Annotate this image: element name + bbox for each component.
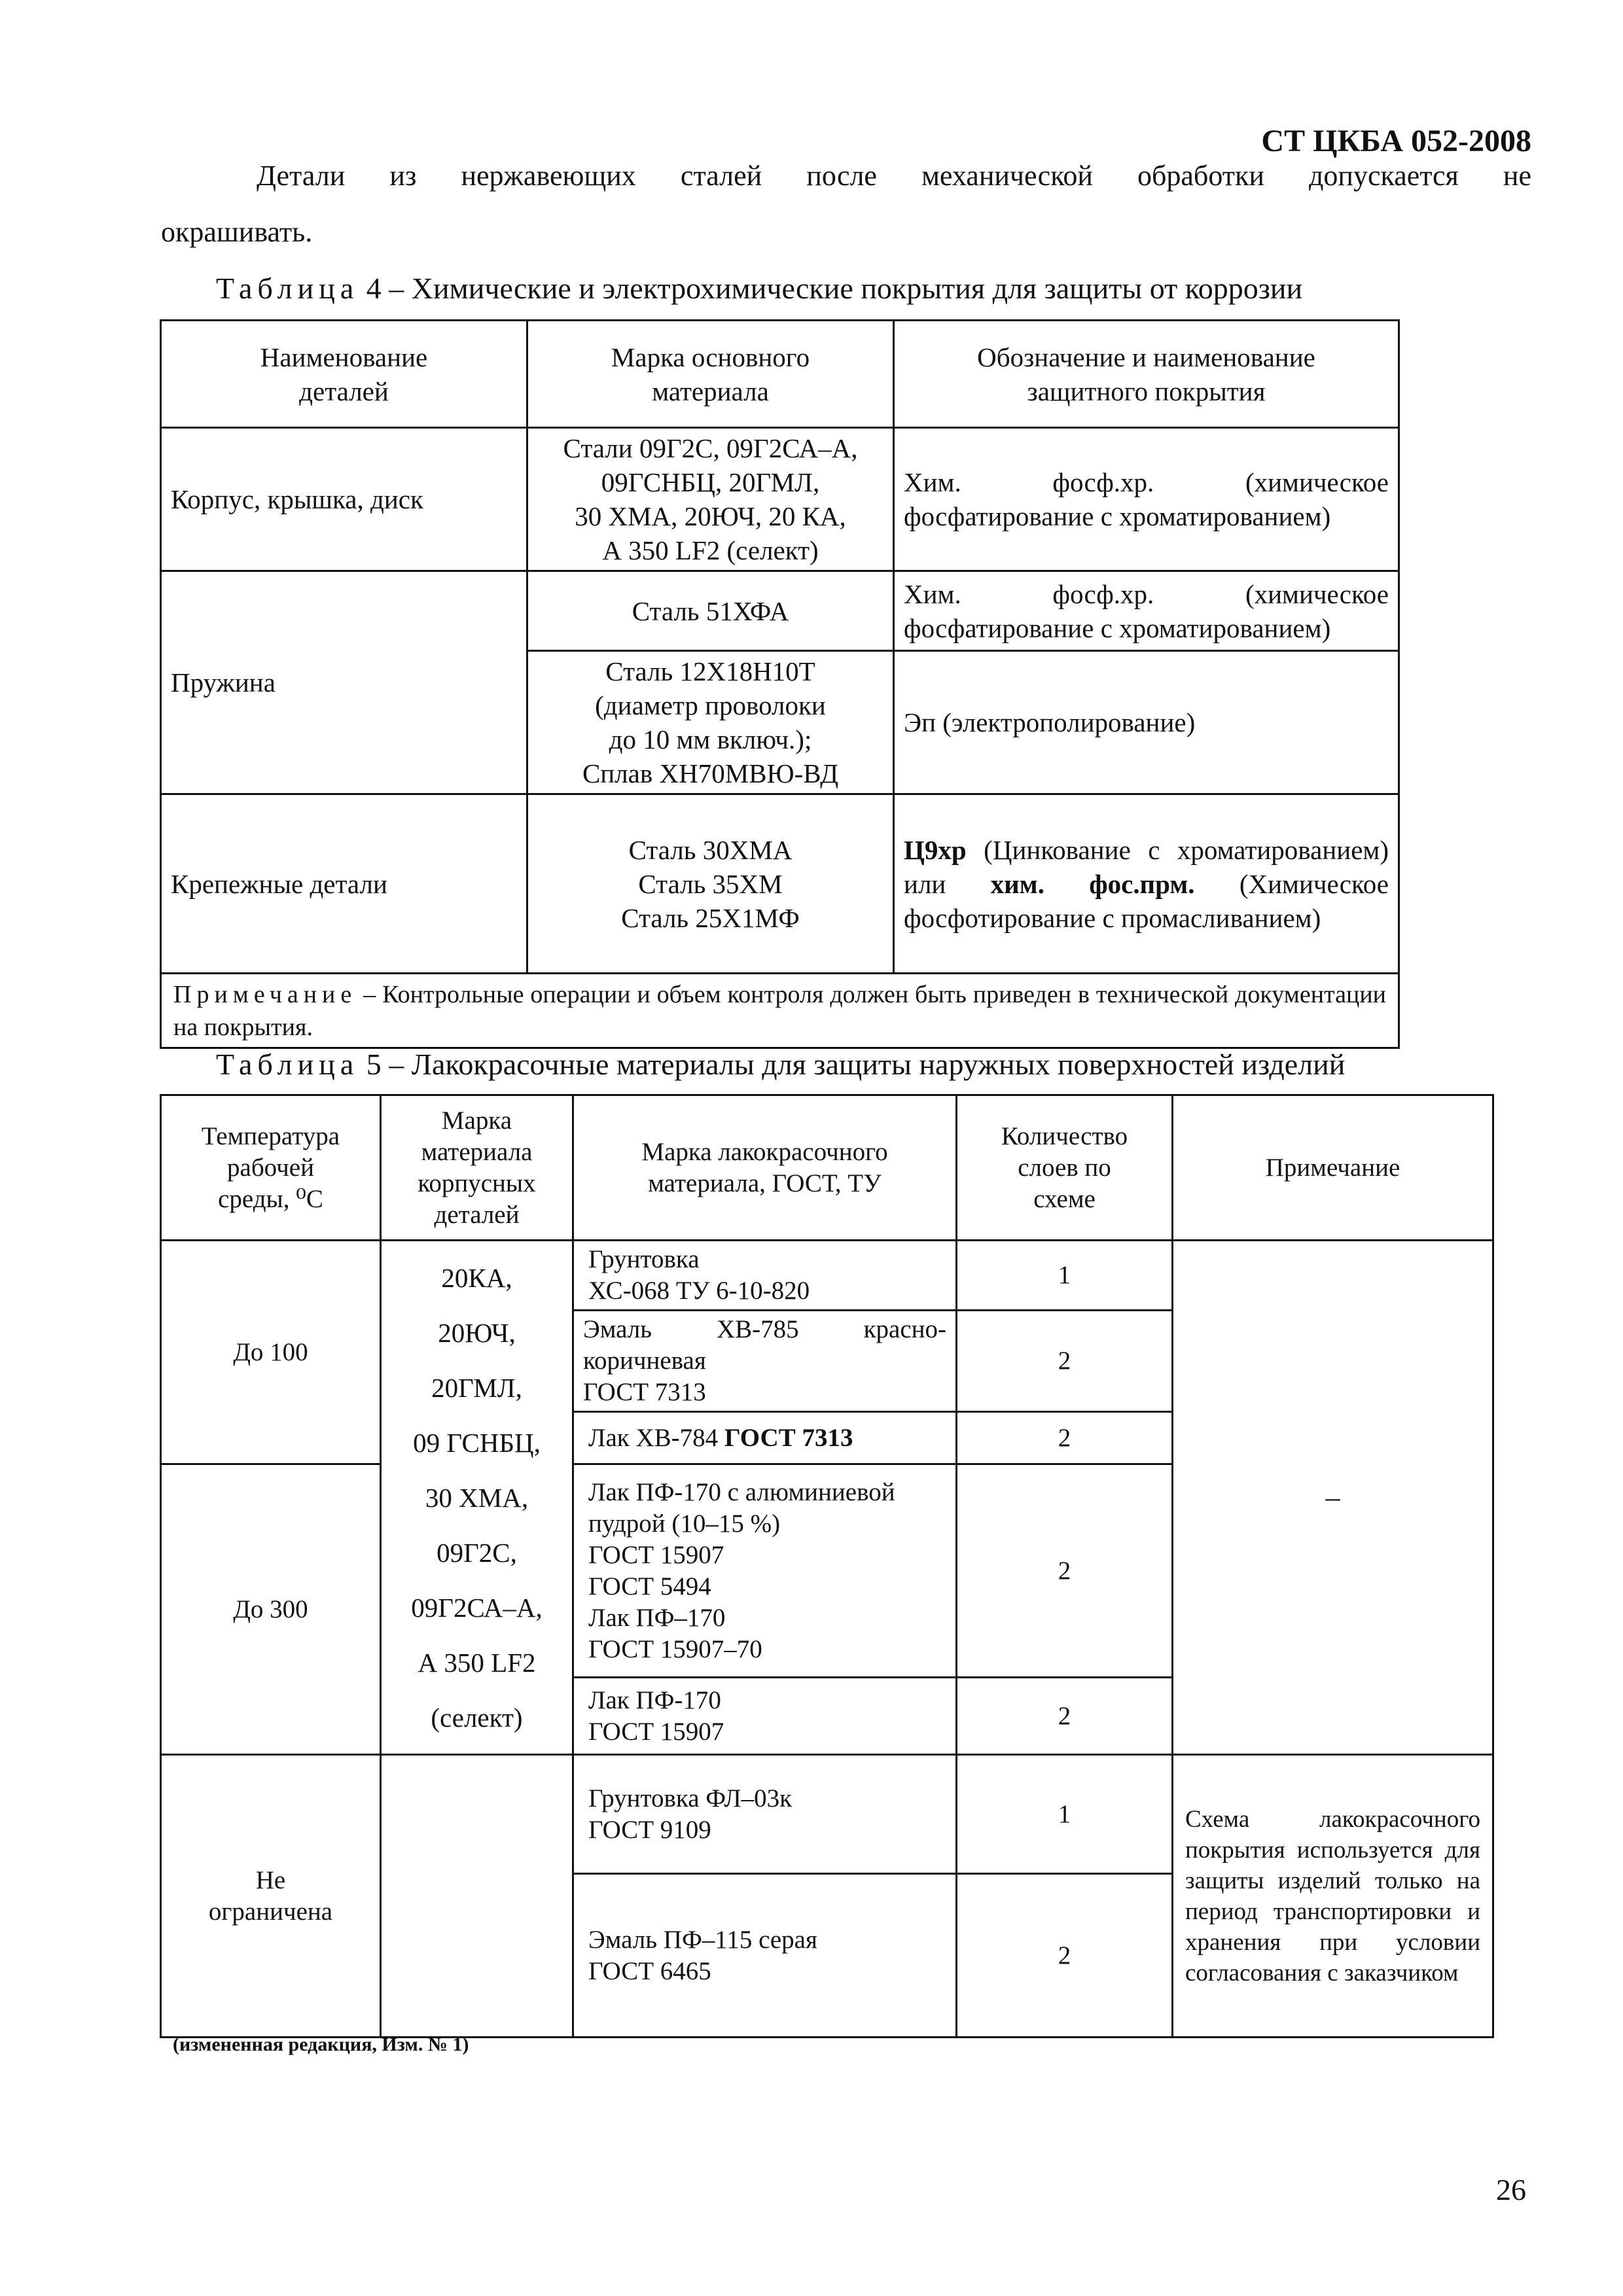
table5-temperature-cell: До 100 bbox=[161, 1241, 381, 1464]
coating-text-1: (Цинкование с хроматированием) или bbox=[904, 834, 1389, 899]
table4-material-cell: Стали 09Г2С, 09Г2СА–А, 09ГСНБЦ, 20ГМЛ, 30 ХМА, 20ЮЧ, 20 КА, А 350 LF2 (селект) bbox=[527, 428, 894, 571]
table4-note-row bbox=[161, 974, 1399, 1048]
table5-paint-cell: Лак ПФ-170 с алюминиевой пудрой (10–15 %) ГОСТ 15907 ГОСТ 5494 Лак ПФ–170 ГОСТ 15907–70 bbox=[573, 1464, 957, 1678]
table5-paint-cell: Грунтовка ФЛ–03к ГОСТ 9109 bbox=[573, 1755, 957, 1874]
table4-coating-cell: Хим. фосф.хр. (химическое фосфатирование с хроматированием) bbox=[894, 571, 1399, 651]
table4-caption bbox=[216, 271, 1302, 306]
table5-caption-text: 5 – Лакокрасочные материалы для защиты наружных поверхностей изделий bbox=[366, 1048, 1346, 1081]
coating-text-2: (Химическое фосфотирование с промасливанием) bbox=[904, 868, 1389, 933]
table5-paint-cell bbox=[573, 1412, 957, 1464]
table5-paint-cell: Грунтовка ХС-068 ТУ 6-10-820 bbox=[573, 1241, 957, 1311]
table5-caption bbox=[216, 1047, 1345, 1082]
table5-remark-dash-cell: – bbox=[1173, 1241, 1493, 1755]
table5-temperature-cell: До 300 bbox=[161, 1464, 381, 1755]
table4-header-coating: Обозначение и наименование защитного покрытия bbox=[894, 321, 1399, 428]
table5-paint-cell: Лак ПФ-170 ГОСТ 15907 bbox=[573, 1678, 957, 1755]
change-note: (измененная редакция, Изм. № 1) bbox=[173, 2034, 469, 2055]
intro-line-1: Детали из нержавеющих сталей после механической обработки допускается не bbox=[257, 160, 1531, 192]
coating-code-phosph: хим. фос.прм. bbox=[990, 868, 1195, 899]
table-row bbox=[161, 1755, 1493, 1874]
intro-line-2: окрашивать. bbox=[161, 216, 313, 248]
table-row bbox=[161, 1241, 1493, 1311]
table4-coating-cell: Эп (электрополирование) bbox=[894, 651, 1399, 794]
table5-body-blank-cell bbox=[381, 1755, 573, 2038]
table5-header-layers: Количество слоев по схеме bbox=[957, 1095, 1173, 1241]
table-row bbox=[161, 428, 1399, 571]
table5-temperature-cell: Не ограничена bbox=[161, 1755, 381, 2038]
table-row bbox=[161, 571, 1399, 651]
paint-standard: ГОСТ 7313 bbox=[724, 1423, 853, 1452]
table5-header-temperature: Температура рабочей среды, ⁰С bbox=[161, 1095, 381, 1241]
page-number: 26 bbox=[1496, 2173, 1526, 2206]
table5-header-remark: Примечание bbox=[1173, 1095, 1493, 1241]
table4-coating-cell: Хим. фосф.хр. (химическое фосфатирование с хроматированием) bbox=[894, 428, 1399, 571]
table4-part-cell: Крепежные детали bbox=[161, 794, 527, 974]
table4-caption-text: 4 – Химические и электрохимические покрытия для защиты от коррозии bbox=[366, 272, 1303, 305]
table4-material-cell: Сталь 30ХМА Сталь 35ХМ Сталь 25Х1МФ bbox=[527, 794, 894, 974]
document-code: СТ ЦКБА 052-2008 bbox=[1261, 124, 1531, 158]
table5-layers-cell: 1 bbox=[957, 1241, 1173, 1311]
table5-remark-cell: Схема лакокрасочного покрытия используется для защиты изделий только на период транспортировки и хранения при условии согласования с заказчиком bbox=[1173, 1755, 1493, 2038]
table4-header-row bbox=[161, 321, 1399, 428]
table5-layers-cell: 2 bbox=[957, 1678, 1173, 1755]
table5-layers-cell: 1 bbox=[957, 1755, 1173, 1874]
table4-note bbox=[161, 974, 1399, 1048]
table5-header-paint-material: Марка лакокрасочного материала, ГОСТ, ТУ bbox=[573, 1095, 957, 1241]
table5-header-row bbox=[161, 1095, 1493, 1241]
table5-body-grades-cell: 20КА, 20ЮЧ, 20ГМЛ, 09 ГСНБЦ, 30 ХМА, 09Г2С, 09Г2СА–А, А 350 LF2 (селект) bbox=[381, 1241, 573, 1755]
table4-header-material: Марка основного материала bbox=[527, 321, 894, 428]
table5-header-body-material: Марка материала корпусных деталей bbox=[381, 1095, 573, 1241]
table5-layers-cell: 2 bbox=[957, 1412, 1173, 1464]
table4-coating-cell bbox=[894, 794, 1399, 974]
table4-part-cell: Корпус, крышка, диск bbox=[161, 428, 527, 571]
note-text: – Контрольные операции и объем контроля должен быть приведен в технической документации на покрытия. bbox=[173, 980, 1386, 1041]
table5-layers-cell: 2 bbox=[957, 1464, 1173, 1678]
table5-caption-prefix: Таблица bbox=[216, 1048, 359, 1081]
table5-paint-materials bbox=[160, 1094, 1494, 2038]
table4-part-cell: Пружина bbox=[161, 571, 527, 794]
coating-code-zinc: Ц9хр bbox=[904, 834, 967, 865]
table4-material-cell: Сталь 12Х18Н10Т (диаметр проволоки до 10 мм включ.); Сплав ХН70МВЮ-ВД bbox=[527, 651, 894, 794]
table5-paint-cell: Эмаль ХВ-785 красно-коричневая ГОСТ 7313 bbox=[573, 1311, 957, 1412]
table5-layers-cell: 2 bbox=[957, 1311, 1173, 1412]
table4-caption-prefix: Таблица bbox=[216, 272, 359, 305]
table4-header-part: Наименование деталей bbox=[161, 321, 527, 428]
table5-paint-cell: Эмаль ПФ–115 серая ГОСТ 6465 bbox=[573, 1874, 957, 2038]
table4-material-cell: Сталь 51ХФА bbox=[527, 571, 894, 651]
note-label: Примечание bbox=[173, 980, 357, 1008]
intro-paragraph bbox=[161, 148, 1531, 260]
paint-text: Лак ХВ-784 bbox=[588, 1423, 724, 1452]
table5-layers-cell: 2 bbox=[957, 1874, 1173, 2038]
table4-protective-coatings bbox=[160, 319, 1400, 1049]
table-row bbox=[161, 794, 1399, 974]
